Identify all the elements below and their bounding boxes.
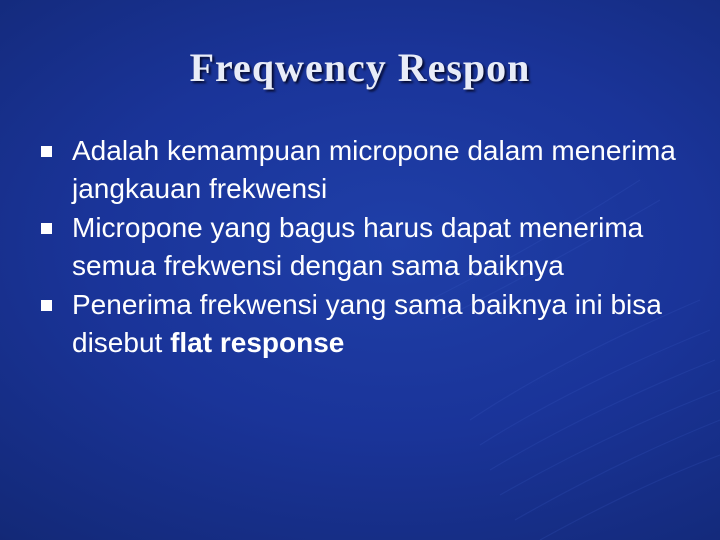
bullet-item [30,286,700,362]
bullet-text: Adalah kemampuan micropone dalam menerima jangkauan frekwensi [72,135,676,204]
square-bullet-icon [41,300,52,311]
bullet-item [30,132,700,208]
square-bullet-icon [41,146,52,157]
bullet-text: Penerima frekwensi yang sama baiknya ini bisa disebut [72,289,662,358]
slide-title: Freqwency Respon [189,45,531,90]
bullet-list [30,132,700,363]
square-bullet-icon [41,223,52,234]
bullet-text: Micropone yang bagus harus dapat menerima semua frekwensi dengan sama baiknya [72,212,644,281]
bullet-item [30,209,700,285]
bullet-bold-term: flat response [170,327,345,358]
